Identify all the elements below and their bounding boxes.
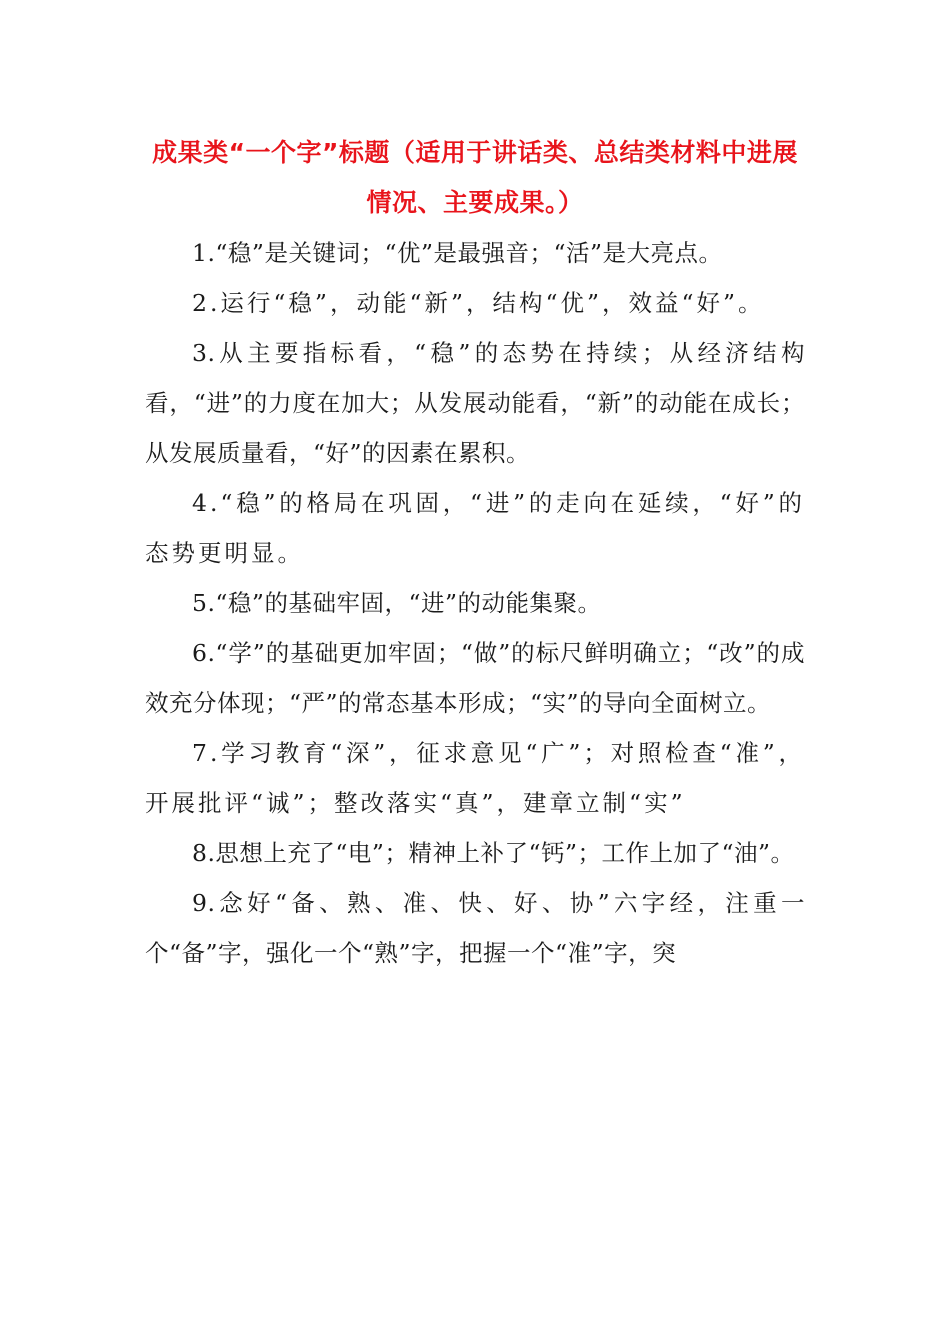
paragraph-2: 2.运行“稳”，动能“新”，结构“优”，效益“好”。	[192, 289, 765, 317]
paragraph-9: 9.念好“备、熟、准、快、好、协”六字经，注重一个“备”字，强化一个“熟”字，把握一个“准”字，突	[145, 889, 805, 967]
paragraph-4: 4.“稳”的格局在巩固，“进”的走向在延续，“好”的态势更明显。	[145, 489, 805, 567]
paragraph-3: 3.从主要指标看，“稳”的态势在持续；从经济结构看，“进”的力度在加大；从发展动能看，“新”的动能在成长；从发展质量看，“好”的因素在累积。	[145, 339, 805, 467]
paragraph-7: 7.学习教育“深”，征求意见“广”；对照检查“准”，开展批评“诚”；整改落实“真”，建章立制“实”	[145, 739, 805, 817]
document-body	[145, 228, 805, 978]
paragraph-5: 5.“稳”的基础牢固，“进”的动能集聚。	[192, 589, 602, 617]
paragraph-8: 8.思想上充了“电”；精神上补了“钙”；工作上加了“油”。	[192, 839, 795, 867]
paragraph-6: 6.“学”的基础更加牢固；“做”的标尺鲜明确立；“改”的成效充分体现；“严”的常态基本形成；“实”的导向全面树立。	[145, 639, 805, 717]
document-title: 成果类“一个字”标题（适用于讲话类、总结类材料中进展情况、主要成果。）	[152, 138, 798, 217]
paragraph-1: 1.“稳”是关键词；“优”是最强音；“活”是大亮点。	[192, 239, 723, 267]
